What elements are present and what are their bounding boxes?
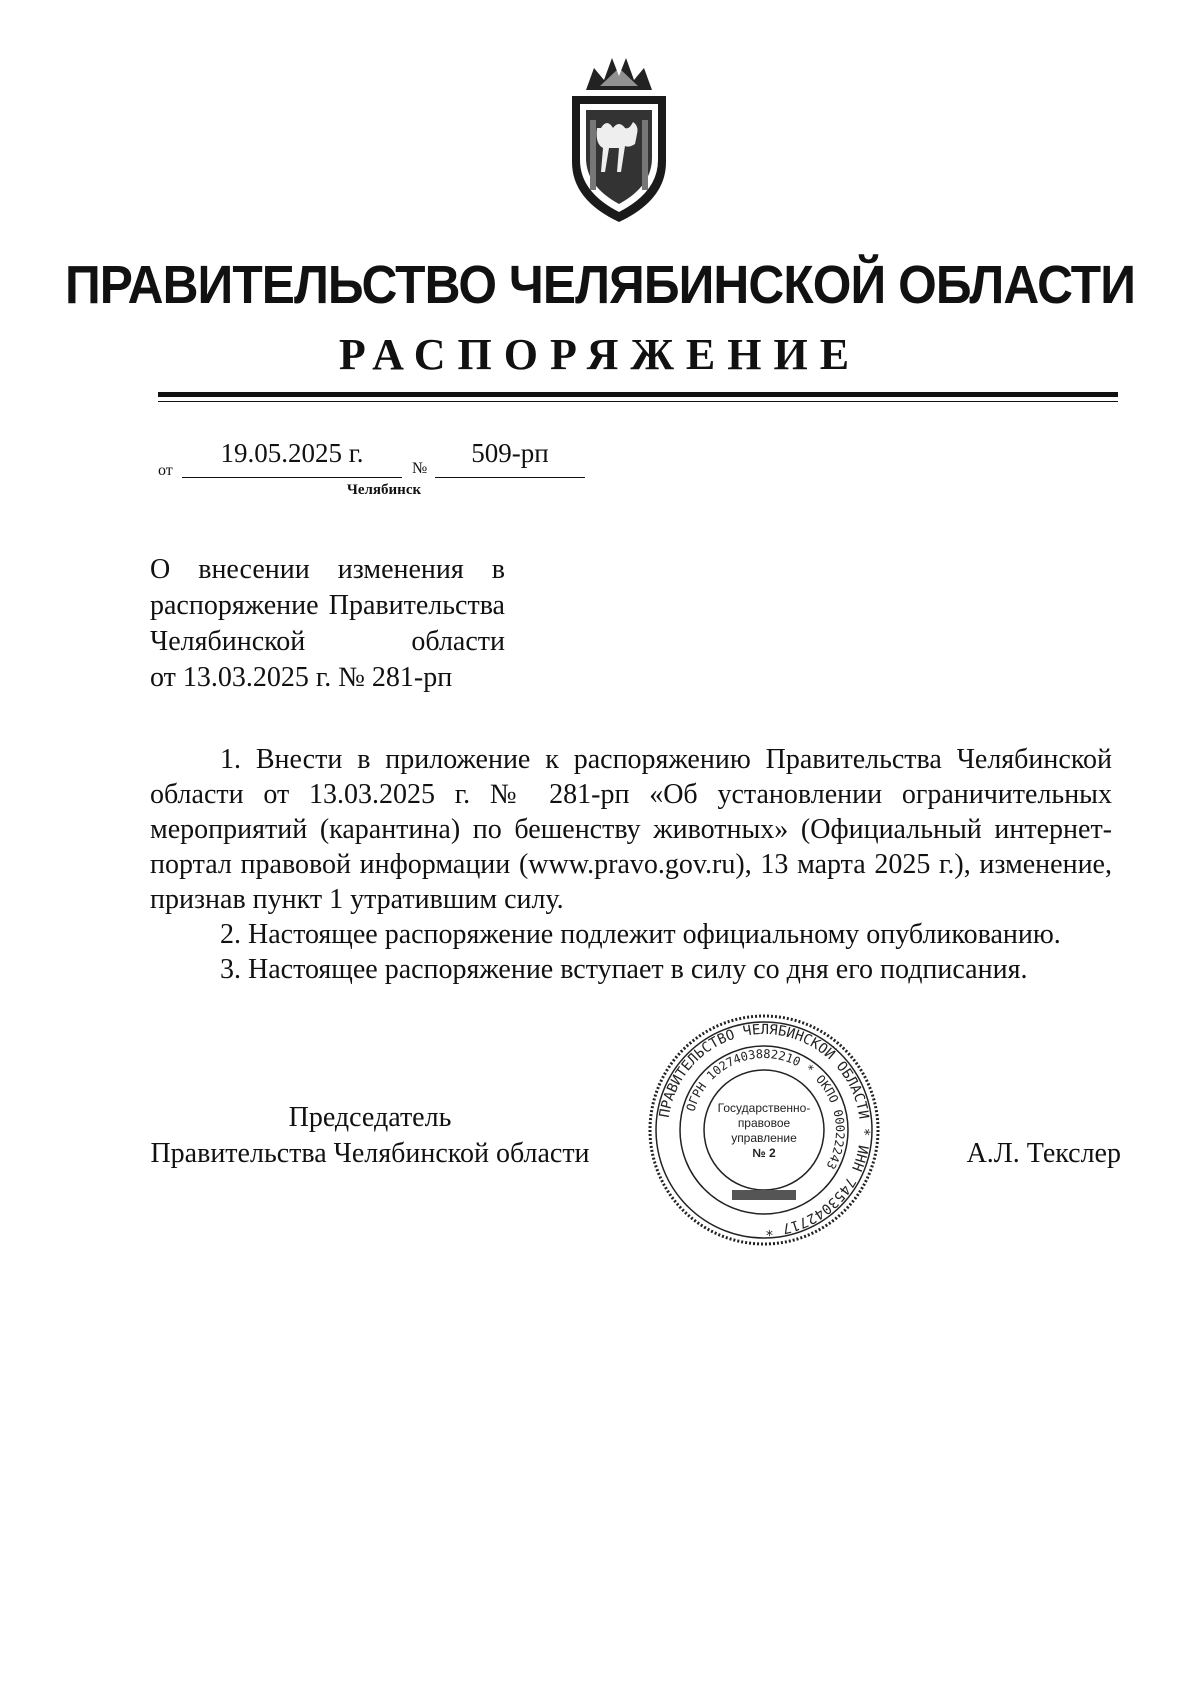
organization-title: ПРАВИТЕЛЬСТВО ЧЕЛЯБИНСКОЙ ОБЛАСТИ xyxy=(64,255,1136,315)
date-prefix: от xyxy=(158,462,173,479)
signatory-role-line: Председатель xyxy=(288,1102,452,1133)
subject-line: Челябинской области xyxy=(150,626,505,657)
official-stamp xyxy=(646,1012,882,1248)
body-paragraph: 3. Настоящее распоряжение вступает в силу со дня его подписания. xyxy=(220,954,1028,985)
stamp-outer-text: ПРАВИТЕЛЬСТВО ЧЕЛЯБИНСКОЙ ОБЛАСТИ * ИНН 7453042717 * xyxy=(656,1021,873,1239)
document-date: 19.05.2025 г. xyxy=(220,438,364,468)
stamp-center-line: управление xyxy=(731,1131,797,1145)
number-prefix: № xyxy=(412,460,428,477)
stamp-center-line: правовое xyxy=(737,1116,791,1130)
subject-line: от 13.03.2025 г. № 281-рп xyxy=(150,662,453,693)
subject-line: О внесении изменения в xyxy=(150,554,505,585)
date-underline xyxy=(182,477,402,478)
document-number: 509-рп xyxy=(471,438,549,468)
body-paragraph: 2. Настоящее распоряжение подлежит официальному опубликованию. xyxy=(220,919,1061,950)
document-subject xyxy=(150,552,505,696)
document-body xyxy=(150,742,1112,987)
stamp-center-line: № 2 xyxy=(752,1146,776,1160)
signatory-role-line: Правительства Челябинской области xyxy=(150,1138,590,1169)
signatory-role xyxy=(150,1100,590,1172)
number-underline xyxy=(435,477,585,478)
document-city: Челябинск xyxy=(346,482,422,498)
header-rule-thin xyxy=(158,401,1118,402)
stamp-inner-text: ОГРН 1027403882210 * ОКПО 00022243 xyxy=(683,1046,848,1172)
body-paragraph: 1. Внести в приложение к распоряжению Правительства Челябинской области от 13.03.2025 г. № 281-рп «Об установлении ограничительных мероприятий (карантина) по бешенству животных» (Официальный интернет-портал правовой информации (www.pravo.gov.ru), 13 марта 2025 г.), изменение, признав пункт 1 утратившим силу. xyxy=(150,744,1112,915)
signatory-name: А.Л. Текслер xyxy=(966,1138,1121,1169)
stamp-center-line: Государственно- xyxy=(717,1101,811,1115)
subject-line: распоряжение Правительства xyxy=(150,590,505,621)
stamp-signature-mark xyxy=(732,1190,796,1200)
header-rule-thick xyxy=(158,392,1118,397)
coat-of-arms-emblem xyxy=(556,50,682,230)
document-type-title: РАСПОРЯЖЕНИЕ xyxy=(338,330,862,379)
